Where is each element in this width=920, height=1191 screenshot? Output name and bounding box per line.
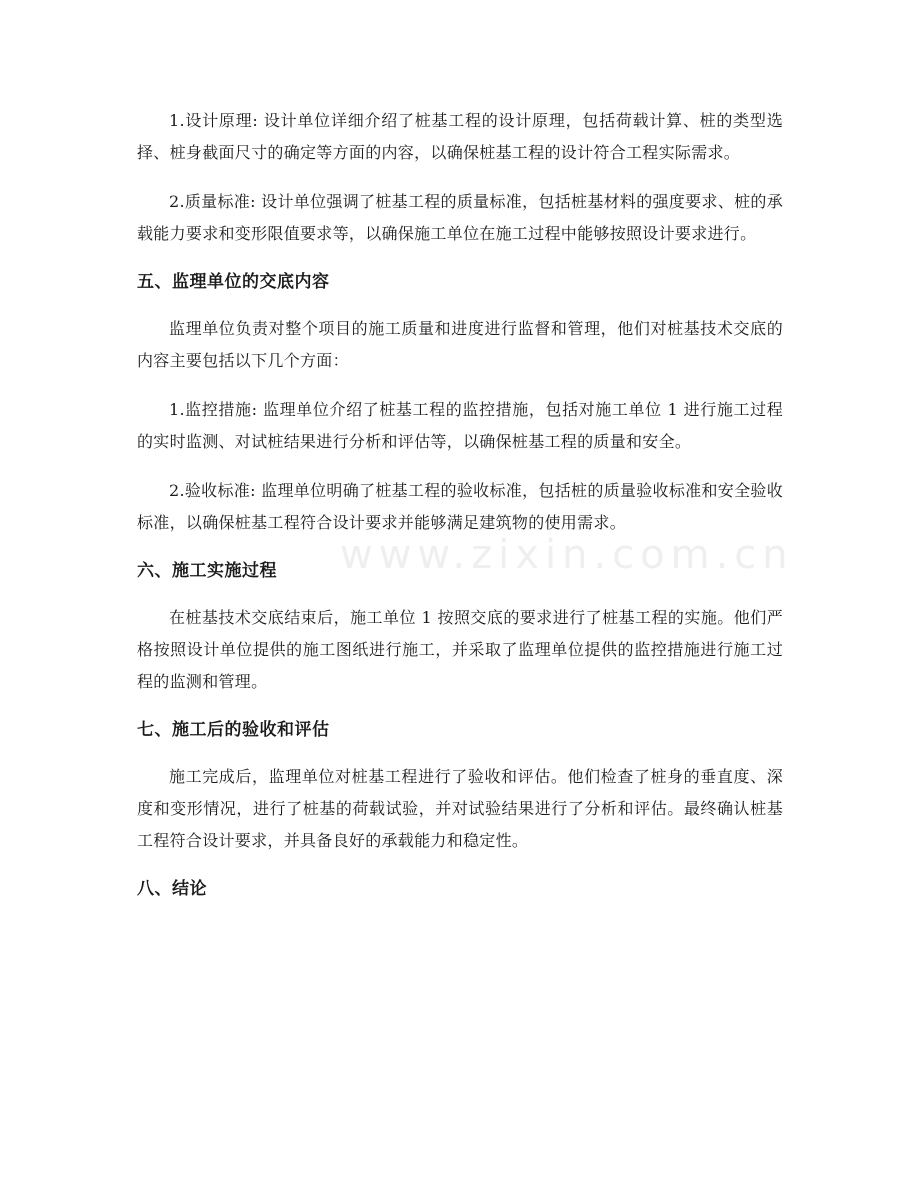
section-heading-8: 八、结论: [137, 879, 207, 899]
paragraph-acceptance-standard: 2.验收标准: 监理单位明确了桩基工程的验收标准，包括桩的质量验收标准和安全验收标准，以确保桩基工程符合设计要求并能够满足建筑物的使用需求。: [137, 481, 783, 532]
section-heading-7: 七、施工后的验收和评估: [137, 720, 330, 740]
paragraph-design-principle: 1.设计原理: 设计单位详细介绍了桩基工程的设计原理，包括荷载计算、桩的类型选择、桩身截面尺寸的确定等方面的内容，以确保桩基工程的设计符合工程实际需求。: [137, 111, 783, 162]
section-heading-5: 五、监理单位的交底内容: [137, 272, 330, 292]
paragraph-construction-process: 在桩基技术交底结束后，施工单位 1 按照交底的要求进行了桩基工程的实施。他们严格按照设计单位提供的施工图纸进行施工，并采取了监理单位提供的监控措施进行施工过程的监测和管理。: [137, 608, 783, 691]
section-heading-6: 六、施工实施过程: [137, 561, 277, 581]
watermark: www.zixin.com.cn: [340, 532, 794, 578]
document-body: [137, 105, 783, 920]
paragraph-supervision-intro: 监理单位负责对整个项目的施工质量和进度进行监督和管理，他们对桩基技术交底的内容主要包括以下几个方面：: [137, 319, 783, 370]
paragraph-monitoring-measures: 1.监控措施: 监理单位介绍了桩基工程的监控措施，包括对施工单位 1 进行施工过程的实时监测、对试桩结果进行分析和评估等，以确保桩基工程的质量和安全。: [137, 400, 783, 451]
paragraph-quality-standard: 2.质量标准: 设计单位强调了桩基工程的质量标准，包括桩基材料的强度要求、桩的承载能力要求和变形限值要求等，以确保施工单位在施工过程中能够按照设计要求进行。: [137, 192, 783, 243]
paragraph-acceptance-evaluation: 施工完成后，监理单位对桩基工程进行了验收和评估。他们检查了桩身的垂直度、深度和变形情况，进行了桩基的荷载试验，并对试验结果进行了分析和评估。最终确认桩基工程符合设计要求，并具备良好的承载能力和稳定性。: [137, 767, 783, 850]
